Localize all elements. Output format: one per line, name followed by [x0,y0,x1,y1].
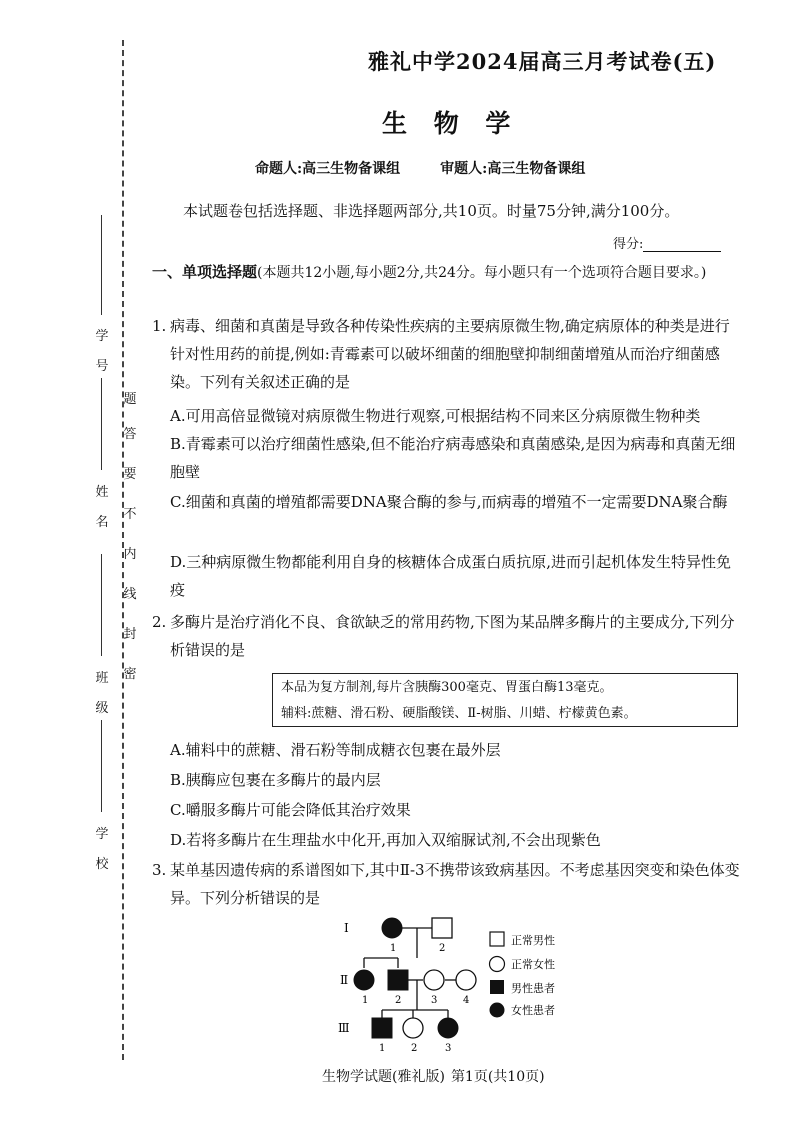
seal-char: 密 [123,667,137,682]
side-label-3: 学校 [95,827,109,872]
ind-num: 3 [445,1043,452,1054]
seal-char: 不 [123,507,137,522]
legend-label: 女性患者 [511,1004,555,1017]
subject-title: 生 物 学 [382,109,520,138]
option-a: A.辅料中的蔗糖、滑石粉等制成糖衣包裹在最外层 [170,741,501,759]
side-label-0: 学号 [95,329,109,374]
side-label-1: 姓名 [95,485,109,530]
question-number: 3. [152,861,167,879]
legend-label: 男性患者 [511,982,555,995]
gen-label-i: Ⅰ [344,921,349,935]
ii-2-affected-male [388,970,408,990]
i-2-normal-male [432,918,452,938]
fill-in-line [101,554,102,656]
score-blank [643,239,721,252]
legend-label: 正常男性 [511,934,555,947]
fill-in-line [101,720,102,812]
iii-3-affected-female [438,1018,458,1038]
ingredient-line-1: 本品为复方制剂,每片含胰酶300毫克、胃蛋白酶13毫克。 [281,680,613,695]
ingredient-box [272,673,738,727]
option-b: B.胰酶应包裹在多酶片的最内层 [170,771,381,789]
question-number: 2. [152,613,167,631]
side-label-2: 班级 [95,671,109,716]
option-d: D.三种病原微生物都能利用自身的核糖体合成蛋白质抗原,进而引起机体发生特异性免疫 [170,553,732,599]
author-line [255,158,625,178]
ii-4-normal-female [456,970,476,990]
exam-intro: 本试题卷包括选择题、非选择题两部分,共10页。时量75分钟,满分100分。 [183,202,680,220]
ii-1-affected-female [354,970,374,990]
legend-affected-male-icon [490,980,504,994]
fill-in-line [101,215,102,315]
footer-page: 第1页(共10页) [450,1069,545,1085]
gen-label-iii: Ⅲ [338,1021,350,1035]
exam-title: 雅礼中学2024届高三月考试卷(五) [368,49,717,74]
footer-title: 生物学试题(雅礼版) [322,1069,445,1085]
ind-num: 4 [463,995,470,1006]
section-note: (本题共12小题,每小题2分,共24分。每小题只有一个选项符合题目要求。) [257,265,707,281]
gen-label-ii: Ⅱ [340,973,349,987]
pedigree-chart [330,910,590,1060]
question-stem: 某单基因遗传病的系谱图如下,其中Ⅱ-3不携带该致病基因。不考虑基因突变和染色体变异。下列分析错误的是 [170,861,740,907]
question-stem: 病毒、细菌和真菌是导致各种传染性疾病的主要病原微生物,确定病原体的种类是进行针对性用药的前提,例如:青霉素可以破坏细菌的细胞壁抑制细菌增殖从而治疗细菌感染。下列有关叙述正确的是 [170,317,730,391]
question-3 [152,856,742,912]
legend-label: 正常女性 [511,958,555,971]
option-a: A.可用高倍显微镜对病原微生物进行观察,可根据结构不同来区分病原微生物种类 [170,407,701,425]
seal-char: 封 [123,627,137,642]
legend-normal-female-icon [490,957,505,972]
option-d: D.若将多酶片在生理盐水中化开,再加入双缩脲试剂,不会出现紫色 [170,831,601,849]
ii-3-normal-female [424,970,444,990]
author: 命题人:高三生物备课组 [255,161,401,177]
option-c: C.细菌和真菌的增殖都需要DNA聚合酶的参与,而病毒的增殖不一定需要DNA聚合酶 [170,493,728,511]
iii-2-normal-female [403,1018,423,1038]
ingredient-line-2: 辅料:蔗糖、滑石粉、硬脂酸镁、Ⅱ-树脂、川蜡、柠檬黄色素。 [281,706,637,721]
score-label: 得分: [613,237,644,252]
ind-num: 2 [411,1043,418,1054]
legend-affected-female-icon [490,1003,505,1018]
option-b: B.青霉素可以治疗细菌性感染,但不能治疗病毒感染和真菌感染,是因为病毒和真菌无细胞壁 [170,435,736,481]
question-stem: 多酶片是治疗消化不良、食欲缺乏的常用药物,下图为某品牌多酶片的主要成分,下列分析错误的是 [170,613,735,659]
legend-normal-male-icon [490,932,504,946]
seal-char: 要 [123,467,137,482]
seal-char: 答 [123,427,137,442]
seal-char: 题 [123,392,137,407]
reviewer: 审题人:高三生物备课组 [440,161,586,177]
score-field [613,233,721,252]
i-1-affected-female [382,918,402,938]
option-c: C.嚼服多酶片可能会降低其治疗效果 [170,801,411,819]
section-title: 一、单项选择题 [152,263,258,281]
question-number: 1. [152,317,167,335]
ind-num: 1 [390,943,397,954]
ind-num: 1 [362,995,369,1006]
seal-char: 线 [123,587,137,602]
ind-num: 2 [395,995,402,1006]
ind-num: 2 [439,943,446,954]
iii-1-affected-male [372,1018,392,1038]
question-1 [152,312,742,396]
page-footer [322,1066,551,1086]
ind-num: 1 [379,1043,386,1054]
seal-char: 内 [123,547,137,562]
fill-in-line [101,378,102,470]
ind-num: 3 [431,995,438,1006]
section-heading [152,258,742,287]
question-2 [152,608,742,664]
